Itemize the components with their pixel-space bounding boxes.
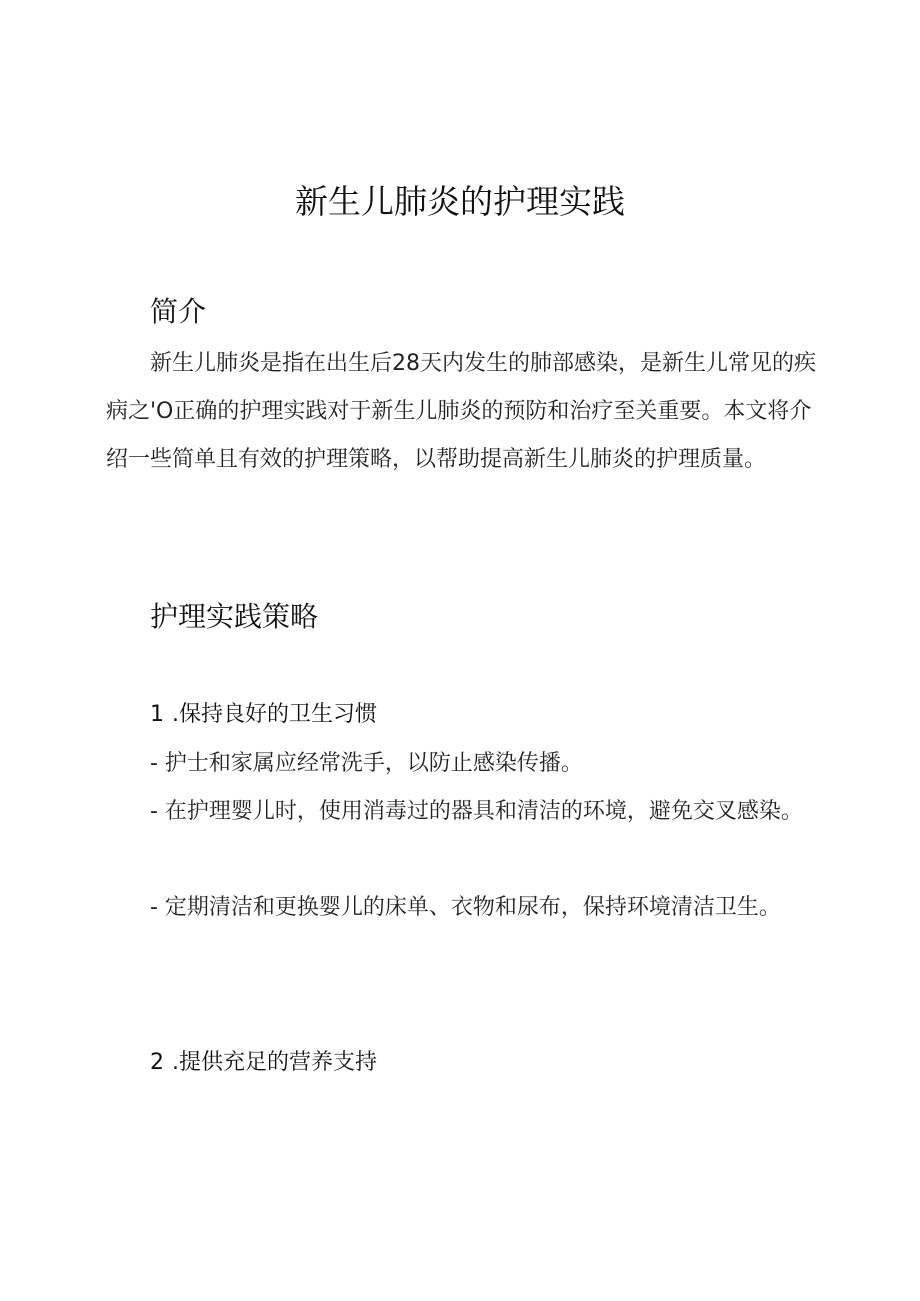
strategy-item-1-title: .保持良好的卫生习惯 [172, 702, 377, 727]
strategy-item-1-bullet-1: - 护士和家属应经常洗手，以防止感染传播。 [150, 751, 583, 776]
strategy-item-1-bullet-3: - 定期清洁和更换婴儿的床单、衣物和尿布，保持环境清洁卫生。 [150, 895, 781, 920]
strategy-item-2-heading [150, 1047, 377, 1079]
strategy-item-1-bullet-2: - 在护理婴儿时，使用消毒过的器具和清洁的环境，避免交叉感染。 [150, 799, 803, 824]
intro-heading: 简介 [150, 295, 207, 328]
strategy-item-1-number: 1 [150, 702, 164, 727]
strategy-item-2-number: 2 [150, 1050, 164, 1075]
strategy-heading: 护理实践策略 [150, 600, 319, 633]
document-title: 新生儿肺炎的护理实践 [295, 182, 625, 221]
strategy-item-2-title: .提供充足的营养支持 [172, 1050, 377, 1075]
intro-paragraph: 新生儿肺炎是指在出生后28天内发生的肺部感染，是新生儿常见的疾病之'O正确的护理实践对于新生儿肺炎的预防和治疗至关重要。本文将介绍一些简单且有效的护理策略，以帮助提高新生儿肺炎的护理质量。 [106, 351, 816, 472]
strategy-item-1-heading [150, 699, 377, 731]
